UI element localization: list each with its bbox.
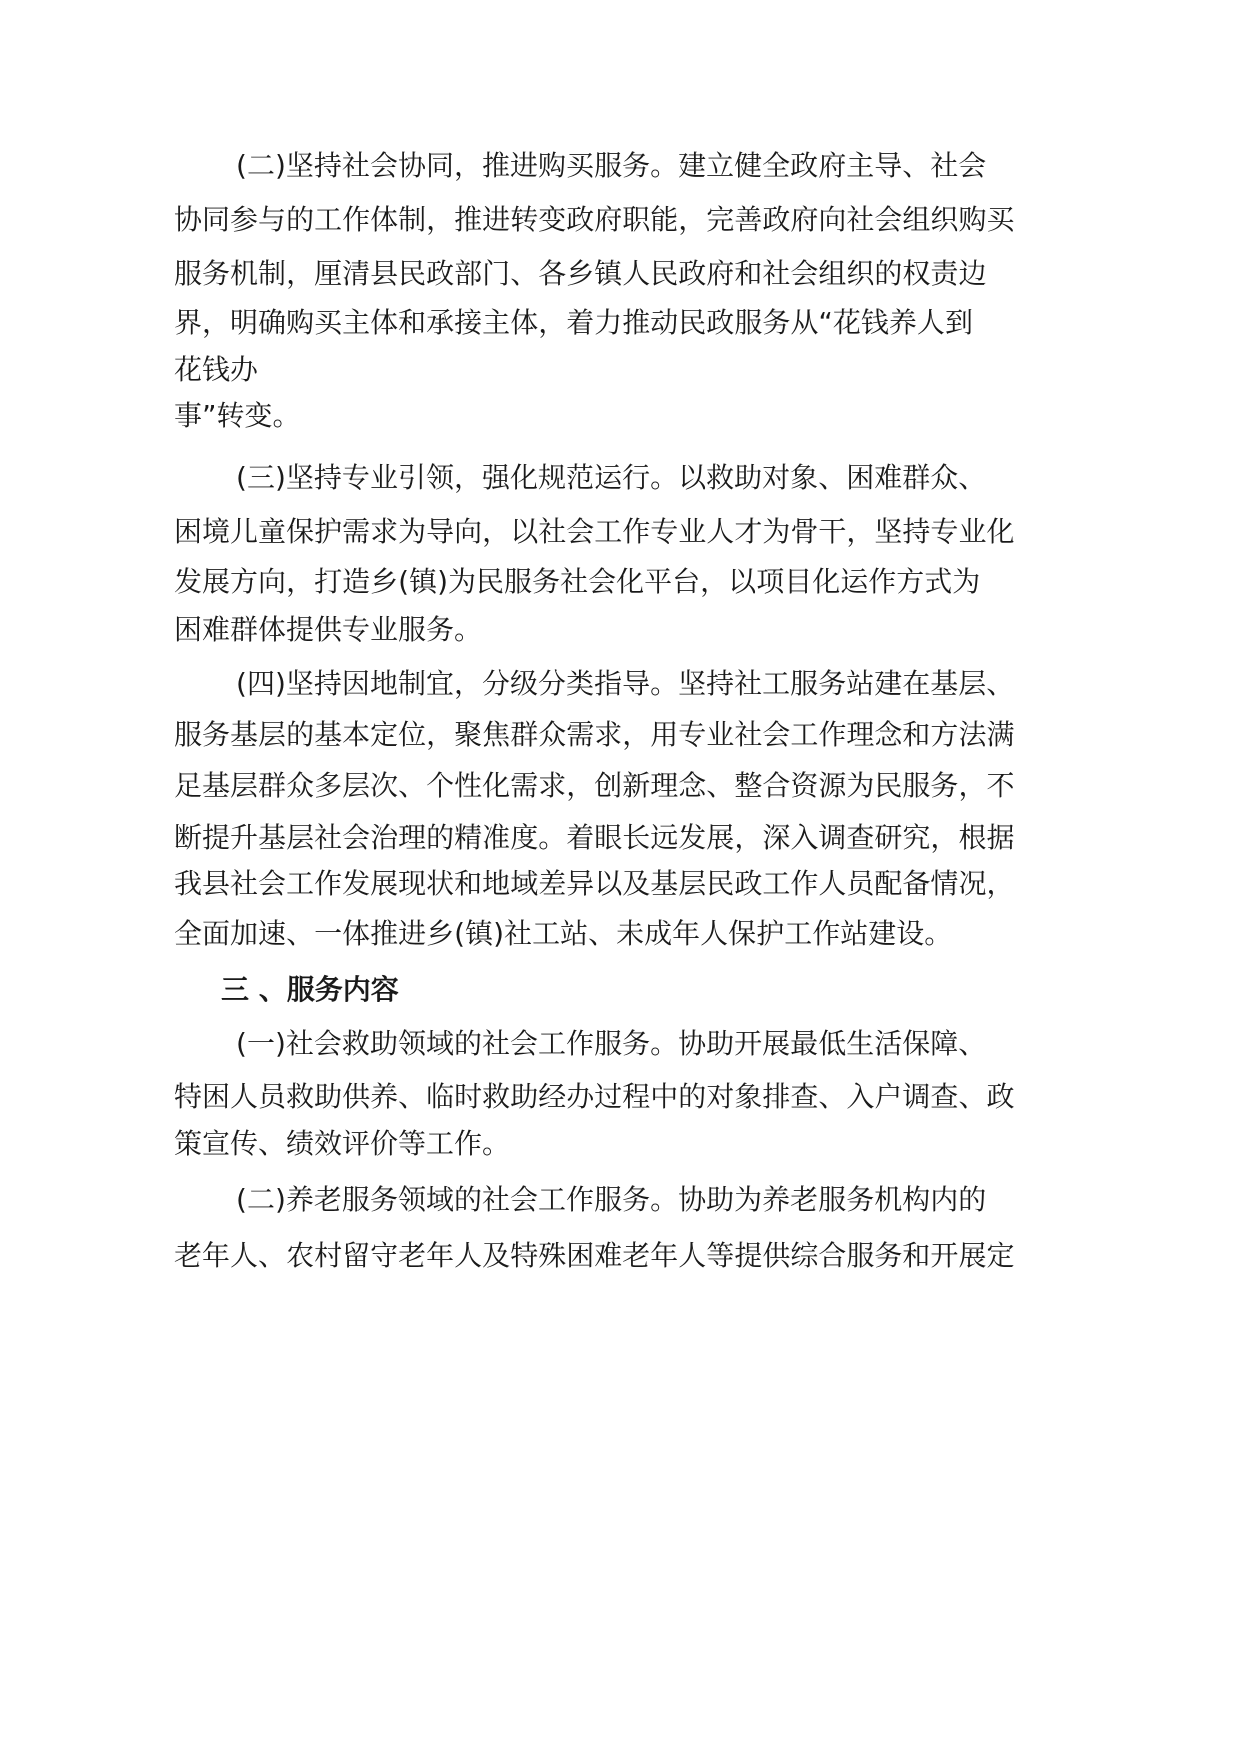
paragraph-5-line-1: ( 一 ) 社 会 救 助 领 域 的 社 会 工 作 服 务 。 协 助 开 展 最 低 生 活 保 障 、 [236,1027,987,1060]
paragraph-4-line-2: 服 务 基 层 的 基 本 定 位 ， 聚 焦 群 众 需 求 ， 用 专 业 社 会 工 作 理 念 和 方 法 满 [174,718,1015,751]
paragraph-4-line-1: ( 四 ) 坚 持 因 地 制 宜 ， 分 级 分 类 指 导 。 坚 持 社 工 服 务 站 建 在 基 层 、 [236,667,1015,700]
paragraph-5-line-3: 策宣传、绩效评价等工作。 [174,1127,511,1160]
paragraph-2-line-1: ( 二 ) 坚 持 社 会 协 同 ， 推 进 购 买 服 务 。 建 立 健 全 政 府 主 导 、 社 会 [236,149,987,182]
paragraph-2-line-2: 协 同 参 与 的 工 作 体 制 ， 推 进 转 变 政 府 职 能 ， 完 善 政 府 向 社 会 组 织 购 买 [174,203,1015,236]
paragraph-4-line-4: 断 提 升 基 层 社 会 治 理 的 精 准 度 。 着 眼 长 远 发 展 ， 深 入 调 查 研 究 ， 根 据 [174,821,1015,854]
paragraph-3-line-3: 发 展 方 向 ， 打 造 乡 ( 镇 ) 为 民 服 务 社 会 化 平 台 ， 以 项 目 化 运 作 方 式 为 [174,565,981,598]
paragraph-3-line-2: 困 境 儿 童 保 护 需 求 为 导 向 ， 以 社 会 工 作 专 业 人 才 为 骨 干 ， 坚 持 专 业 化 [174,515,1015,548]
paragraph-3-line-1: ( 三 ) 坚 持 专 业 引 领 ， 强 化 规 范 运 行 。 以 救 助 对 象 、 困 难 群 众 、 [236,461,987,494]
paragraph-6-line-1: ( 二 ) 养 老 服 务 领 域 的 社 会 工 作 服 务 。 协 助 为 养 老 服 务 机 构 内 的 [236,1183,987,1216]
paragraph-3-line-4: 困难群体提供专业服务。 [174,613,483,646]
paragraph-4-line-5: 我 县 社 会 工 作 发 展 现 状 和 地 域 差 异 以 及 基 层 民 政 工 作 人 员 配 备 情 况 ， [174,867,1015,900]
paragraph-2-line-5: 花钱办 [174,353,259,386]
paragraph-4-line-3: 足 基 层 群 众 多 层 次 、 个 性 化 需 求 ， 创 新 理 念 、 整 合 资 源 为 民 服 务 ， 不 [174,769,1015,802]
paragraph-2-line-4: 界 ， 明 确 购 买 主 体 和 承 接 主 体 ， 着 力 推 动 民 政 服 务 从 “ 花 钱 养 人 到 [174,306,973,339]
paragraph-5-line-2: 特 困 人 员 救 助 供 养 、 临 时 救 助 经 办 过 程 中 的 对 象 排 查 、 入 户 调 查 、 政 [174,1080,1015,1113]
paragraph-2-line-6: 事”转变。 [174,399,301,432]
paragraph-6-line-2: 老 年 人 、 农 村 留 守 老 年 人 及 特 殊 困 难 老 年 人 等 提 供 综 合 服 务 和 开 展 定 [174,1239,1015,1272]
section-heading-service-content: 三 、服务内容 [221,973,399,1006]
paragraph-2-line-3: 服 务 机 制 ， 厘 清 县 民 政 部 门 、 各 乡 镇 人 民 政 府 和 社 会 组 织 的 权 责 边 [174,257,987,290]
paragraph-4-line-6: 全 面 加 速 、 一 体 推 进 乡 ( 镇 ) 社 工 站 、 未 成 年 人 保 护 工 作 站 建 设 。 [174,917,953,950]
